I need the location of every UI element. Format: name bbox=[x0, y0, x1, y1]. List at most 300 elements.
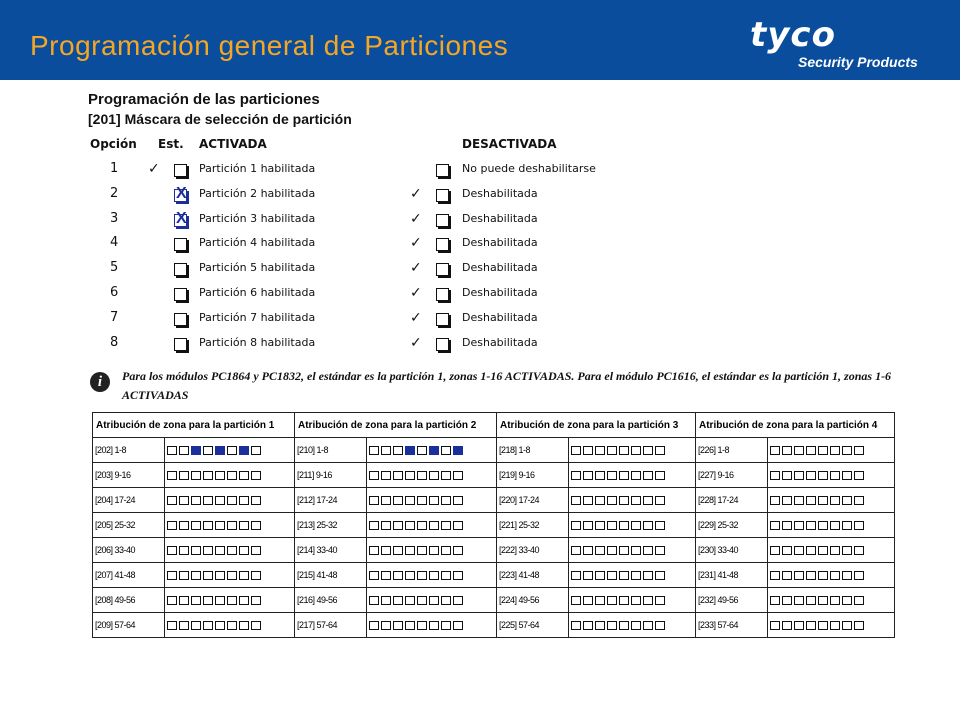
zone-checkbox[interactable] bbox=[369, 471, 379, 480]
zone-checkbox[interactable] bbox=[251, 521, 261, 530]
zone-checkbox[interactable] bbox=[631, 621, 641, 630]
zone-checkbox[interactable] bbox=[607, 446, 617, 455]
zone-checkbox[interactable] bbox=[806, 446, 816, 455]
zone-checkbox[interactable] bbox=[239, 571, 249, 580]
zone-checkbox[interactable] bbox=[854, 521, 864, 530]
zone-checkbox[interactable] bbox=[770, 546, 780, 555]
zone-checkbox[interactable] bbox=[429, 596, 439, 605]
zone-checkbox[interactable] bbox=[227, 546, 237, 555]
zone-checkbox[interactable] bbox=[417, 496, 427, 505]
zone-checkbox[interactable] bbox=[215, 446, 225, 455]
section-address: [224] 49-56 bbox=[497, 588, 569, 613]
zone-checkbox[interactable] bbox=[794, 471, 804, 480]
zone-checkbox[interactable] bbox=[369, 596, 379, 605]
zone-checkbox[interactable] bbox=[794, 546, 804, 555]
zone-checkbox[interactable] bbox=[607, 546, 617, 555]
zone-checkbox[interactable] bbox=[453, 521, 463, 530]
zone-checkbox[interactable] bbox=[429, 471, 439, 480]
zone-checkbox[interactable] bbox=[595, 546, 605, 555]
zone-checkbox[interactable] bbox=[631, 471, 641, 480]
zone-checkbox[interactable] bbox=[191, 471, 201, 480]
zone-checkbox[interactable] bbox=[583, 596, 593, 605]
zone-checkbox[interactable] bbox=[782, 496, 792, 505]
zone-checkbox[interactable] bbox=[782, 471, 792, 480]
zone-checkbox[interactable] bbox=[215, 596, 225, 605]
zone-checkbox[interactable] bbox=[830, 596, 840, 605]
zone-checkbox[interactable] bbox=[203, 496, 213, 505]
enabled-label: Partición 2 habilitada bbox=[199, 186, 316, 200]
zone-checkbox[interactable] bbox=[571, 496, 581, 505]
zone-checkbox[interactable] bbox=[251, 446, 261, 455]
zone-checkbox[interactable] bbox=[239, 446, 249, 455]
zone-checkbox[interactable] bbox=[369, 546, 379, 555]
zone-checkbox[interactable] bbox=[607, 621, 617, 630]
zone-checkbox[interactable] bbox=[167, 496, 177, 505]
zone-checkbox[interactable] bbox=[842, 496, 852, 505]
zone-checkbox[interactable] bbox=[203, 571, 213, 580]
zone-checkbox[interactable] bbox=[842, 446, 852, 455]
zone-checkbox[interactable] bbox=[167, 621, 177, 630]
zone-checkbox[interactable] bbox=[830, 621, 840, 630]
zone-checkbox[interactable] bbox=[429, 546, 439, 555]
zone-checkbox[interactable] bbox=[631, 546, 641, 555]
zone-checkbox[interactable] bbox=[227, 621, 237, 630]
zone-checkbox[interactable] bbox=[227, 471, 237, 480]
zone-checkbox[interactable] bbox=[643, 521, 653, 530]
zone-checkbox[interactable] bbox=[607, 471, 617, 480]
disabled-checkbox[interactable] bbox=[436, 238, 449, 251]
zone-checkbox[interactable] bbox=[595, 521, 605, 530]
zone-checkbox[interactable] bbox=[794, 446, 804, 455]
zone-checkbox[interactable] bbox=[770, 496, 780, 505]
zone-checkbox[interactable] bbox=[417, 521, 427, 530]
zone-checkbox[interactable] bbox=[818, 621, 828, 630]
zone-checkbox[interactable] bbox=[381, 546, 391, 555]
option-row bbox=[0, 260, 960, 284]
zone-checkbox[interactable] bbox=[369, 571, 379, 580]
zone-bit-group bbox=[569, 438, 696, 463]
zone-checkbox[interactable] bbox=[417, 471, 427, 480]
zone-checkbox[interactable] bbox=[842, 521, 852, 530]
zone-checkbox[interactable] bbox=[655, 546, 665, 555]
zone-checkbox[interactable] bbox=[381, 471, 391, 480]
zone-checkbox[interactable] bbox=[179, 596, 189, 605]
zone-checkbox[interactable] bbox=[203, 621, 213, 630]
option-number: 2 bbox=[110, 185, 119, 201]
zone-bit-group bbox=[768, 538, 895, 563]
zone-checkbox[interactable] bbox=[191, 621, 201, 630]
zone-checkbox[interactable] bbox=[203, 596, 213, 605]
enabled-checkbox[interactable] bbox=[174, 313, 187, 326]
zone-checkbox[interactable] bbox=[854, 496, 864, 505]
zone-checkbox[interactable] bbox=[429, 496, 439, 505]
zone-checkbox[interactable] bbox=[191, 446, 201, 455]
zone-checkbox[interactable] bbox=[770, 571, 780, 580]
zone-checkbox[interactable] bbox=[381, 621, 391, 630]
zone-checkbox[interactable] bbox=[782, 546, 792, 555]
zone-checkbox[interactable] bbox=[215, 521, 225, 530]
zone-checkbox[interactable] bbox=[215, 471, 225, 480]
enabled-checkbox[interactable] bbox=[174, 184, 187, 202]
enabled-checkbox[interactable] bbox=[174, 209, 187, 227]
zone-checkbox[interactable] bbox=[794, 596, 804, 605]
zone-checkbox[interactable] bbox=[369, 496, 379, 505]
section-address: [216] 49-56 bbox=[295, 588, 367, 613]
zone-bit-group bbox=[165, 538, 295, 563]
zone-checkbox[interactable] bbox=[619, 546, 629, 555]
zone-checkbox[interactable] bbox=[453, 496, 463, 505]
zone-checkbox[interactable] bbox=[251, 596, 261, 605]
zone-checkbox[interactable] bbox=[842, 471, 852, 480]
zone-checkbox[interactable] bbox=[583, 546, 593, 555]
zone-checkbox[interactable] bbox=[417, 546, 427, 555]
zone-checkbox[interactable] bbox=[203, 521, 213, 530]
zone-checkbox[interactable] bbox=[417, 446, 427, 455]
zone-checkbox[interactable] bbox=[239, 471, 249, 480]
zone-checkbox[interactable] bbox=[405, 571, 415, 580]
zone-checkbox[interactable] bbox=[191, 546, 201, 555]
zone-checkbox[interactable] bbox=[854, 546, 864, 555]
zone-table-row bbox=[93, 438, 895, 463]
disabled-checkbox[interactable] bbox=[436, 313, 449, 326]
zone-checkbox[interactable] bbox=[806, 571, 816, 580]
zone-checkbox[interactable] bbox=[167, 521, 177, 530]
zone-checkbox[interactable] bbox=[393, 521, 403, 530]
disabled-label: Deshabilitada bbox=[462, 186, 538, 200]
zone-checkbox[interactable] bbox=[227, 496, 237, 505]
zone-checkbox[interactable] bbox=[631, 521, 641, 530]
enabled-checkbox[interactable] bbox=[174, 238, 187, 251]
zone-checkbox[interactable] bbox=[251, 571, 261, 580]
zone-checkbox[interactable] bbox=[167, 471, 177, 480]
zone-checkbox[interactable] bbox=[818, 471, 828, 480]
zone-checkbox[interactable] bbox=[405, 546, 415, 555]
zone-checkbox[interactable] bbox=[782, 446, 792, 455]
zone-checkbox[interactable] bbox=[770, 471, 780, 480]
zone-checkbox[interactable] bbox=[179, 521, 189, 530]
zone-checkbox[interactable] bbox=[251, 546, 261, 555]
zone-checkbox[interactable] bbox=[631, 496, 641, 505]
zone-checkbox[interactable] bbox=[369, 446, 379, 455]
zone-checkbox[interactable] bbox=[607, 496, 617, 505]
zone-checkbox[interactable] bbox=[643, 471, 653, 480]
zone-checkbox[interactable] bbox=[619, 471, 629, 480]
zone-bit-group bbox=[569, 613, 696, 638]
zone-checkbox[interactable] bbox=[453, 571, 463, 580]
zone-checkbox[interactable] bbox=[251, 621, 261, 630]
zone-checkbox[interactable] bbox=[191, 496, 201, 505]
zone-checkbox[interactable] bbox=[643, 596, 653, 605]
zone-checkbox[interactable] bbox=[583, 496, 593, 505]
zone-checkbox[interactable] bbox=[655, 496, 665, 505]
disabled-checkbox[interactable] bbox=[436, 214, 449, 227]
zone-checkbox[interactable] bbox=[191, 596, 201, 605]
zone-checkbox[interactable] bbox=[405, 471, 415, 480]
zone-checkbox[interactable] bbox=[369, 621, 379, 630]
zone-checkbox[interactable] bbox=[571, 596, 581, 605]
enabled-checkbox[interactable] bbox=[174, 164, 187, 177]
zone-checkbox[interactable] bbox=[619, 521, 629, 530]
zone-checkbox[interactable] bbox=[655, 471, 665, 480]
zone-checkbox[interactable] bbox=[818, 546, 828, 555]
zone-checkbox[interactable] bbox=[782, 621, 792, 630]
zone-checkbox[interactable] bbox=[453, 621, 463, 630]
zone-checkbox[interactable] bbox=[179, 621, 189, 630]
section-address: [223] 41-48 bbox=[497, 563, 569, 588]
zone-checkbox[interactable] bbox=[571, 471, 581, 480]
zone-checkbox[interactable] bbox=[830, 471, 840, 480]
zone-checkbox[interactable] bbox=[405, 621, 415, 630]
zone-checkbox[interactable] bbox=[830, 521, 840, 530]
zone-checkbox[interactable] bbox=[643, 571, 653, 580]
zone-checkbox[interactable] bbox=[842, 596, 852, 605]
zone-checkbox[interactable] bbox=[854, 446, 864, 455]
zone-checkbox[interactable] bbox=[655, 596, 665, 605]
zone-checkbox[interactable] bbox=[619, 621, 629, 630]
zone-checkbox[interactable] bbox=[441, 471, 451, 480]
zone-checkbox[interactable] bbox=[453, 596, 463, 605]
zone-checkbox[interactable] bbox=[429, 621, 439, 630]
zone-checkbox[interactable] bbox=[179, 571, 189, 580]
zone-checkbox[interactable] bbox=[203, 471, 213, 480]
zone-checkbox[interactable] bbox=[583, 521, 593, 530]
zone-checkbox[interactable] bbox=[441, 546, 451, 555]
zone-bit-group bbox=[569, 588, 696, 613]
zone-bit-group bbox=[569, 538, 696, 563]
zone-checkbox[interactable] bbox=[453, 446, 463, 455]
option-row bbox=[0, 186, 960, 210]
zone-table-header: Atribución de zona para la partición 1 bbox=[93, 413, 295, 438]
zone-checkbox[interactable] bbox=[583, 446, 593, 455]
zone-checkbox[interactable] bbox=[794, 621, 804, 630]
note-text: Para los módulos PC1864 y PC1832, el estándar es la partición 1, zonas 1-16 ACTIVADAS. Para el módulo PC1616, el estándar es la partición 1, zonas 1-6 ACTIVADAS bbox=[122, 369, 892, 402]
zone-checkbox[interactable] bbox=[830, 496, 840, 505]
zone-checkbox[interactable] bbox=[571, 571, 581, 580]
zone-checkbox[interactable] bbox=[227, 521, 237, 530]
zone-checkbox[interactable] bbox=[643, 496, 653, 505]
zone-checkbox[interactable] bbox=[393, 496, 403, 505]
disabled-checkbox[interactable] bbox=[436, 189, 449, 202]
zone-checkbox[interactable] bbox=[405, 496, 415, 505]
zone-checkbox[interactable] bbox=[619, 446, 629, 455]
zone-checkbox[interactable] bbox=[794, 571, 804, 580]
zone-checkbox[interactable] bbox=[607, 596, 617, 605]
zone-checkbox[interactable] bbox=[818, 521, 828, 530]
zone-checkbox[interactable] bbox=[818, 596, 828, 605]
zone-checkbox[interactable] bbox=[239, 621, 249, 630]
enabled-label: Partición 3 habilitada bbox=[199, 211, 316, 225]
zone-checkbox[interactable] bbox=[239, 521, 249, 530]
zone-checkbox[interactable] bbox=[215, 496, 225, 505]
default-check-mark: ✓ bbox=[410, 309, 422, 326]
zone-checkbox[interactable] bbox=[571, 621, 581, 630]
column-header-disabled: DESACTIVADA bbox=[462, 137, 557, 151]
zone-checkbox[interactable] bbox=[583, 571, 593, 580]
zone-checkbox[interactable] bbox=[381, 496, 391, 505]
zone-checkbox[interactable] bbox=[227, 446, 237, 455]
zone-checkbox[interactable] bbox=[643, 621, 653, 630]
zone-checkbox[interactable] bbox=[251, 471, 261, 480]
section-address: [215] 41-48 bbox=[295, 563, 367, 588]
zone-checkbox[interactable] bbox=[794, 521, 804, 530]
zone-checkbox[interactable] bbox=[215, 571, 225, 580]
zone-checkbox[interactable] bbox=[571, 546, 581, 555]
zone-checkbox[interactable] bbox=[571, 521, 581, 530]
zone-checkbox[interactable] bbox=[441, 446, 451, 455]
zone-checkbox[interactable] bbox=[595, 571, 605, 580]
zone-checkbox[interactable] bbox=[842, 571, 852, 580]
zone-checkbox[interactable] bbox=[167, 546, 177, 555]
zone-checkbox[interactable] bbox=[655, 521, 665, 530]
zone-checkbox[interactable] bbox=[595, 446, 605, 455]
zone-checkbox[interactable] bbox=[429, 521, 439, 530]
zone-checkbox[interactable] bbox=[381, 596, 391, 605]
zone-checkbox[interactable] bbox=[854, 621, 864, 630]
enabled-checkbox[interactable] bbox=[174, 338, 187, 351]
zone-checkbox[interactable] bbox=[179, 496, 189, 505]
zone-checkbox[interactable] bbox=[854, 471, 864, 480]
zone-checkbox[interactable] bbox=[595, 471, 605, 480]
zone-checkbox[interactable] bbox=[441, 496, 451, 505]
zone-checkbox[interactable] bbox=[806, 496, 816, 505]
zone-checkbox[interactable] bbox=[441, 521, 451, 530]
zone-checkbox[interactable] bbox=[571, 446, 581, 455]
zone-checkbox[interactable] bbox=[215, 621, 225, 630]
zone-checkbox[interactable] bbox=[417, 596, 427, 605]
zone-checkbox[interactable] bbox=[369, 521, 379, 530]
zone-checkbox[interactable] bbox=[381, 521, 391, 530]
disabled-checkbox[interactable] bbox=[436, 164, 449, 177]
zone-checkbox[interactable] bbox=[770, 446, 780, 455]
disabled-checkbox[interactable] bbox=[436, 288, 449, 301]
zone-checkbox[interactable] bbox=[830, 571, 840, 580]
zone-checkbox[interactable] bbox=[806, 596, 816, 605]
zone-checkbox[interactable] bbox=[393, 571, 403, 580]
zone-checkbox[interactable] bbox=[818, 446, 828, 455]
zone-checkbox[interactable] bbox=[393, 596, 403, 605]
zone-checkbox[interactable] bbox=[191, 521, 201, 530]
zone-checkbox[interactable] bbox=[595, 496, 605, 505]
zone-checkbox[interactable] bbox=[770, 521, 780, 530]
zone-checkbox[interactable] bbox=[441, 571, 451, 580]
zone-checkbox[interactable] bbox=[405, 446, 415, 455]
zone-checkbox[interactable] bbox=[381, 446, 391, 455]
zone-checkbox[interactable] bbox=[179, 546, 189, 555]
zone-checkbox[interactable] bbox=[842, 621, 852, 630]
zone-checkbox[interactable] bbox=[631, 596, 641, 605]
disabled-checkbox[interactable] bbox=[436, 263, 449, 276]
zone-checkbox[interactable] bbox=[607, 521, 617, 530]
zone-checkbox[interactable] bbox=[806, 621, 816, 630]
zone-checkbox[interactable] bbox=[583, 621, 593, 630]
zone-checkbox[interactable] bbox=[239, 546, 249, 555]
zone-checkbox[interactable] bbox=[179, 471, 189, 480]
zone-checkbox[interactable] bbox=[251, 496, 261, 505]
zone-checkbox[interactable] bbox=[441, 596, 451, 605]
zone-checkbox[interactable] bbox=[167, 446, 177, 455]
zone-checkbox[interactable] bbox=[655, 621, 665, 630]
zone-checkbox[interactable] bbox=[381, 571, 391, 580]
zone-checkbox[interactable] bbox=[167, 596, 177, 605]
zone-checkbox[interactable] bbox=[453, 546, 463, 555]
zone-checkbox[interactable] bbox=[818, 571, 828, 580]
zone-checkbox[interactable] bbox=[179, 446, 189, 455]
zone-checkbox[interactable] bbox=[393, 446, 403, 455]
zone-checkbox[interactable] bbox=[393, 546, 403, 555]
zone-checkbox[interactable] bbox=[619, 596, 629, 605]
zone-checkbox[interactable] bbox=[806, 521, 816, 530]
enabled-label: Partición 5 habilitada bbox=[199, 261, 316, 275]
zone-checkbox[interactable] bbox=[655, 446, 665, 455]
zone-checkbox[interactable] bbox=[191, 571, 201, 580]
zone-bit-group bbox=[768, 613, 895, 638]
zone-checkbox[interactable] bbox=[429, 571, 439, 580]
option-row bbox=[0, 335, 960, 359]
zone-checkbox[interactable] bbox=[405, 596, 415, 605]
zone-checkbox[interactable] bbox=[619, 571, 629, 580]
disabled-checkbox[interactable] bbox=[436, 338, 449, 351]
zone-checkbox[interactable] bbox=[441, 621, 451, 630]
zone-checkbox[interactable] bbox=[782, 571, 792, 580]
zone-table-row bbox=[93, 563, 895, 588]
zone-checkbox[interactable] bbox=[227, 571, 237, 580]
zone-checkbox[interactable] bbox=[770, 596, 780, 605]
zone-checkbox[interactable] bbox=[818, 496, 828, 505]
zone-checkbox[interactable] bbox=[643, 446, 653, 455]
zone-checkbox[interactable] bbox=[830, 546, 840, 555]
zone-checkbox[interactable] bbox=[794, 496, 804, 505]
zone-checkbox[interactable] bbox=[203, 546, 213, 555]
zone-checkbox[interactable] bbox=[782, 596, 792, 605]
zone-checkbox[interactable] bbox=[393, 471, 403, 480]
zone-checkbox[interactable] bbox=[643, 546, 653, 555]
enabled-checkbox[interactable] bbox=[174, 263, 187, 276]
zone-checkbox[interactable] bbox=[239, 596, 249, 605]
zone-checkbox[interactable] bbox=[453, 471, 463, 480]
zone-checkbox[interactable] bbox=[429, 446, 439, 455]
zone-checkbox[interactable] bbox=[393, 621, 403, 630]
zone-checkbox[interactable] bbox=[770, 621, 780, 630]
zone-checkbox[interactable] bbox=[806, 471, 816, 480]
zone-checkbox[interactable] bbox=[854, 571, 864, 580]
zone-table-row bbox=[93, 513, 895, 538]
zone-table-row bbox=[93, 588, 895, 613]
zone-checkbox[interactable] bbox=[619, 496, 629, 505]
enabled-checkbox[interactable] bbox=[174, 288, 187, 301]
zone-checkbox[interactable] bbox=[417, 571, 427, 580]
zone-checkbox[interactable] bbox=[417, 621, 427, 630]
zone-checkbox[interactable] bbox=[806, 546, 816, 555]
zone-checkbox[interactable] bbox=[595, 621, 605, 630]
zone-checkbox[interactable] bbox=[595, 596, 605, 605]
zone-checkbox[interactable] bbox=[655, 571, 665, 580]
slide-title: Programación general de Particiones bbox=[30, 30, 509, 61]
zone-checkbox[interactable] bbox=[583, 471, 593, 480]
zone-checkbox[interactable] bbox=[842, 546, 852, 555]
zone-checkbox[interactable] bbox=[239, 496, 249, 505]
zone-checkbox[interactable] bbox=[203, 446, 213, 455]
zone-checkbox[interactable] bbox=[405, 521, 415, 530]
zone-checkbox[interactable] bbox=[830, 446, 840, 455]
zone-checkbox[interactable] bbox=[631, 446, 641, 455]
zone-checkbox[interactable] bbox=[782, 521, 792, 530]
zone-checkbox[interactable] bbox=[631, 571, 641, 580]
zone-checkbox[interactable] bbox=[227, 596, 237, 605]
zone-checkbox[interactable] bbox=[607, 571, 617, 580]
zone-checkbox[interactable] bbox=[167, 571, 177, 580]
zone-checkbox[interactable] bbox=[215, 546, 225, 555]
zone-checkbox[interactable] bbox=[854, 596, 864, 605]
